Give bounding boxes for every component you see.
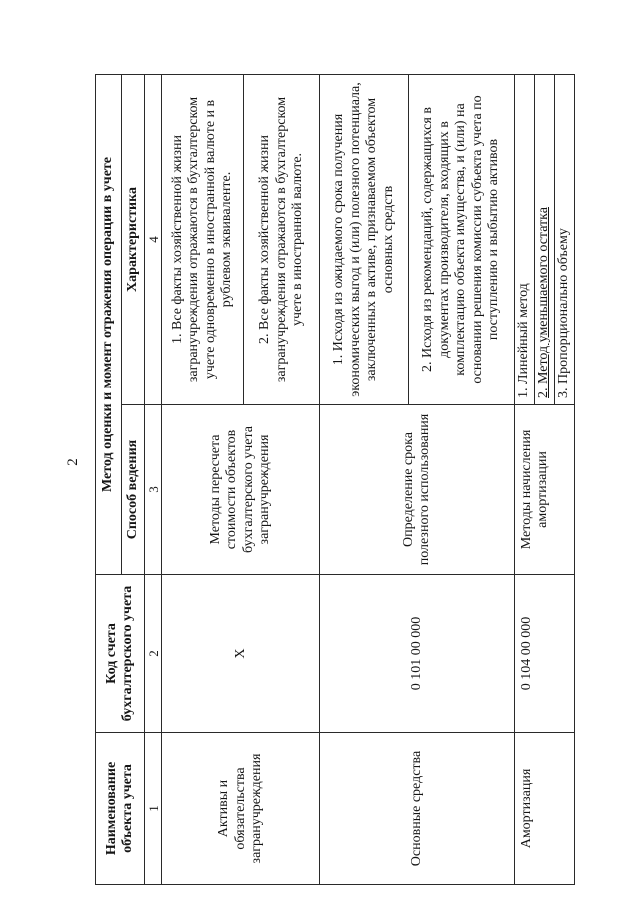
header-characteristic: Характеристика	[121, 74, 145, 404]
characteristic-cell: 1. Все факты хозяйственной жизни загранучреждения отражаются в бухгалтерском учете одновременно в иностранной валюте и в рублевом эквиваленте.	[162, 74, 244, 404]
header-method: Способ ведения	[121, 405, 145, 575]
characteristic-cell	[534, 74, 554, 404]
method-cell: Определение срока полезного использования	[320, 405, 514, 575]
characteristic-cell: 2. Исходя из рекомендаций, содержащихся в документах производителя, входящих в комплектацию объекта имущества, и (или) на основании решения комиссии субъекта учета по поступлению и выбытию активов	[408, 74, 514, 404]
account-code-cell: 0 101 00 000	[320, 575, 514, 733]
header-row-1	[96, 74, 122, 884]
table-row	[320, 74, 408, 884]
method-cell: Методы начисления амортизации	[514, 405, 574, 575]
account-code-cell: 0 104 00 000	[514, 575, 574, 733]
column-number: 4	[145, 74, 162, 404]
object-name-cell: Амортизация	[514, 733, 574, 885]
page-number: 2	[65, 458, 81, 466]
characteristic-text: 2. Метод уменьшаемого остатка	[536, 207, 552, 398]
object-name-cell: Активы и обязательства загранучреждения	[162, 733, 320, 885]
column-number: 2	[145, 575, 162, 733]
column-number: 3	[145, 405, 162, 575]
header-method-group: Метод оценки и момент отражения операции в учете	[96, 74, 122, 574]
column-number: 1	[145, 733, 162, 885]
table-row	[162, 74, 244, 884]
header-object-name: Наименование объекта учета	[96, 733, 145, 885]
method-cell: Методы пересчета стоимости объектов бухгалтерского учета загранучреждения	[162, 405, 320, 575]
header-account-code: Код счета бухгалтерского учета	[96, 575, 145, 733]
accounting-policy-table	[95, 74, 575, 885]
characteristic-cell: 1. Исходя из ожидаемого срока получения экономических выгод и (или) полезного потенциала, заключенных в активе, признаваемом объектом основных средств	[320, 74, 408, 404]
table-row	[514, 74, 534, 884]
account-code-cell: X	[162, 575, 320, 733]
rotated-table-container	[95, 75, 575, 885]
object-name-cell: Основные средства	[320, 733, 514, 885]
characteristic-cell: 3. Пропорционально объему	[554, 74, 574, 404]
column-number-row	[145, 74, 162, 884]
characteristic-cell: 2. Все факты хозяйственной жизни загранучреждения отражаются в бухгалтерском учете в иностранной валюте.	[244, 74, 320, 404]
characteristic-cell: 1. Линейный метод	[514, 74, 534, 404]
